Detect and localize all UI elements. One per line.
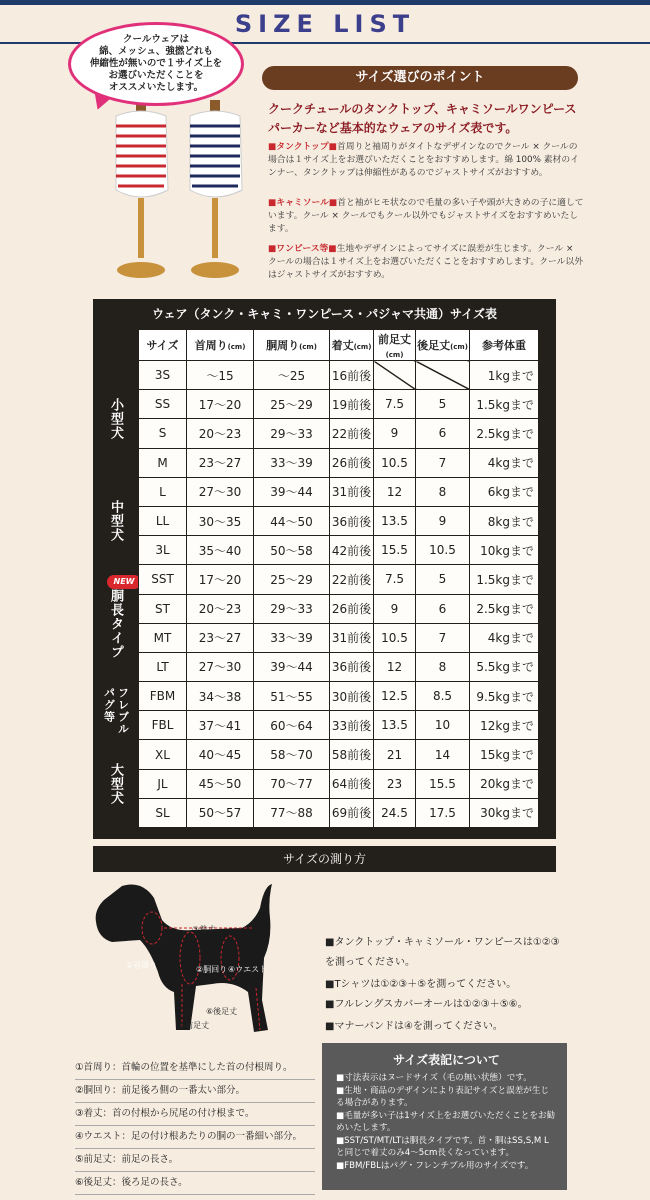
dog-label-neck: ①首周り [126,961,158,970]
table-cell: SST [139,565,187,594]
table-row [139,390,539,419]
table-cell: 6 [416,594,470,623]
unit-label: (cm) [227,343,246,351]
table-row [139,448,539,477]
table-cell: 8kgまで [470,506,539,535]
size-table-body [139,361,539,828]
unit-label: (cm) [299,343,317,351]
table-cell: 22前後 [330,419,374,448]
col-label: 首周り [194,339,228,352]
table-cell: 9 [374,419,416,448]
table-cell: 23～27 [187,448,254,477]
table-cell: SL [139,798,187,827]
table-cell: 5.5kgまで [470,652,539,681]
table-cell: 1.5kgまで [470,390,539,419]
table-cell: L [139,477,187,506]
table-row [139,361,539,390]
table-cell: 58～70 [254,740,330,769]
note-item: ■FBM/FBLはパグ・フレンチブル用のサイズです。 [336,1160,534,1171]
point-label: ■キャミソール■ [268,198,338,208]
table-cell: 25～29 [254,565,330,594]
instruction-1b: を測ってください。 [325,957,415,968]
page-title: SIZE LIST [0,10,650,38]
col-size: サイズ [139,330,187,361]
definitions-list [75,1058,315,1196]
table-cell: 9 [374,594,416,623]
note-item: ■毛量が多い子は1サイズ上をお選びいただくことをお勧めいたします。 [336,1110,556,1133]
table-cell: 50～58 [254,536,330,565]
table-cell: 30kgまで [470,798,539,827]
table-cell: 42前後 [330,536,374,565]
table-cell: 2.5kgまで [470,419,539,448]
group-long: 胴長タイプ [108,588,123,659]
table-cell: 10kgまで [470,536,539,565]
definition-item: ③着丈：首の付根から尻尾の付け根まで。 [75,1104,315,1126]
table-cell: 12kgまで [470,711,539,740]
table-cell: FBM [139,682,187,711]
table-cell: 10.5 [416,536,470,565]
bubble-text: クールウェアは 綿、メッシュ、強撚どれも 伸縮性が無いので１サイズ上を お選びいただくことを オススメいたします。 [89,34,223,93]
dog-silhouette [96,884,272,1032]
table-cell: 27～30 [187,652,254,681]
table-cell: S [139,419,187,448]
table-cell: 13.5 [374,506,416,535]
mannequin-left [116,100,168,278]
table-cell: 12 [374,652,416,681]
table-cell: 29～33 [254,594,330,623]
table-cell: 9.5kgまで [470,682,539,711]
table-cell: ST [139,594,187,623]
table-cell [374,361,416,390]
table-cell: 39～44 [254,477,330,506]
table-cell: 60～64 [254,711,330,740]
table-cell: 5 [416,565,470,594]
table-cell: 8 [416,652,470,681]
col-label: 胴周り [266,339,300,352]
measure-heading: サイズの測り方 [93,846,556,872]
definition-item: ⑤前足丈：前足の長さ。 [75,1150,315,1172]
unit-label: (cm) [385,350,404,359]
table-cell: 58前後 [330,740,374,769]
table-row [139,769,539,798]
table-cell: 7.5 [374,565,416,594]
table-row [139,565,539,594]
table-cell: 36前後 [330,506,374,535]
top-border [0,0,650,5]
table-cell: 24.5 [374,798,416,827]
size-table-title: ウェア（タンク・キャミ・ワンピース・パジャマ共通）サイズ表 [151,307,497,321]
table-row [139,506,539,535]
size-table-panel [93,299,556,839]
mannequin-right [190,100,242,278]
group-small: 小型犬 [108,397,123,440]
table-row [139,594,539,623]
table-cell: 10.5 [374,623,416,652]
table-cell: 31前後 [330,477,374,506]
table-cell: 20～23 [187,419,254,448]
unit-label: (cm) [450,343,468,351]
dog-label-front-leg: ⑤前足丈 [178,1021,210,1030]
table-cell: 37～41 [187,711,254,740]
table-row [139,740,539,769]
point-label: ■ワンピース等■ [268,244,337,254]
table-cell: 22前後 [330,565,374,594]
table-cell: JL [139,769,187,798]
intro-line-2: パーカーなど基本的なウェアのサイズ表です。 [268,121,518,135]
table-cell: 64前後 [330,769,374,798]
table-cell: ～15 [187,361,254,390]
table-cell: 19前後 [330,390,374,419]
table-cell: 45～50 [187,769,254,798]
table-cell: 51～55 [254,682,330,711]
table-cell: 77～88 [254,798,330,827]
definition-item: ④ウエスト：足の付け根あたりの胴の一番細い部分。 [75,1127,315,1149]
instruction-4: ■マナーバンドは④を測ってください。 [325,1021,503,1032]
definition-item: ①首周り：首輪の位置を基準にした首の付根周り。 [75,1058,315,1080]
table-cell: 20kgまで [470,769,539,798]
point-intro [268,100,588,138]
col-neck [187,330,254,361]
table-cell: 21 [374,740,416,769]
table-cell: 1.5kgまで [470,565,539,594]
table-cell: 29～33 [254,419,330,448]
unit-label: (cm) [353,343,372,351]
table-cell: 1kgまで [470,361,539,390]
size-table [138,329,539,828]
table-row [139,623,539,652]
table-cell: 50～57 [187,798,254,827]
point-heading: サイズ選びのポイント [262,66,578,90]
group-flebull: フレブル パグ等 [102,687,130,735]
table-header-row [139,330,539,361]
table-cell: 10 [416,711,470,740]
intro-line-1: クークチュールのタンクトップ、キャミソールワンピース [268,102,577,116]
table-cell: 3L [139,536,187,565]
table-cell: 33～39 [254,623,330,652]
group-large: 大型犬 [108,763,123,805]
dog-diagram [92,880,302,1045]
table-cell: 26前後 [330,594,374,623]
dog-label-length: ③着丈 [192,925,216,934]
table-cell: 14 [416,740,470,769]
note-item: ■SST/ST/MT/LTは胴長タイプです。首・胴はSS,S,M L と同じで着丈のみ4～5cm長くなっています。 [336,1135,549,1158]
table-cell: 5 [416,390,470,419]
table-cell: 10.5 [374,448,416,477]
mannequin-illustration [108,100,258,285]
table-cell: 9 [416,506,470,535]
table-row [139,711,539,740]
col-front-leg [374,330,416,361]
group-medium: 中型犬 [108,500,123,542]
table-cell: 8.5 [416,682,470,711]
col-weight: 参考体重 [470,330,539,361]
table-cell: 2.5kgまで [470,594,539,623]
col-rear-leg [416,330,470,361]
table-cell: 44～50 [254,506,330,535]
table-cell: 4kgまで [470,448,539,477]
table-cell: 7.5 [374,390,416,419]
table-cell: 30～35 [187,506,254,535]
table-cell: ～25 [254,361,330,390]
size-notes-box [322,1043,567,1190]
table-cell: XL [139,740,187,769]
table-cell: 15kgまで [470,740,539,769]
notes-list [336,1072,557,1172]
col-label: 後足丈 [417,339,451,352]
table-row [139,652,539,681]
point-text: 生地やデザインによってサイズに誤差が生じます。クール × クールの場合は１サイズ上をお選びいただくことをおすすめします。クール以外はジャストサイズがおすすめ。 [268,244,584,280]
table-cell: 17～20 [187,565,254,594]
table-cell: SS [139,390,187,419]
table-cell: 23 [374,769,416,798]
table-cell: 69前後 [330,798,374,827]
point-text: 首と袖がヒモ状なので毛量の多い子や頭が大きめの子に適しています。クール × クールでもクール以外でもジャストサイズをおすすめいたします。 [268,198,584,234]
table-cell: LL [139,506,187,535]
table-cell: 39～44 [254,652,330,681]
note-item: ■生地・商品のデザインにより表記サイズと誤差が生じる場合があります。 [336,1085,550,1108]
col-label: 前足丈 [378,332,411,346]
dog-label-chest: ②胴回り [196,965,228,974]
instruction-1: ■タンクトップ・キャミソール・ワンピースは①②③ [325,937,560,948]
table-cell: 35～40 [187,536,254,565]
col-chest [254,330,330,361]
table-cell: 70～77 [254,769,330,798]
table-cell: 7 [416,448,470,477]
table-cell: 27～30 [187,477,254,506]
table-row [139,798,539,827]
notes-heading: サイズ表記について [393,1053,500,1067]
table-cell [416,361,470,390]
table-cell: 30前後 [330,682,374,711]
table-cell: 36前後 [330,652,374,681]
table-row [139,477,539,506]
point-onepiece [268,243,584,282]
new-badge: NEW [107,575,141,589]
table-cell: 26前後 [330,448,374,477]
table-cell: M [139,448,187,477]
table-cell: 25～29 [254,390,330,419]
instruction-3: ■フルレングスカバーオールは①②③＋⑤⑥。 [325,999,528,1010]
table-cell: 23～27 [187,623,254,652]
table-row [139,536,539,565]
definition-item: ⑥後足丈：後ろ足の長さ。 [75,1173,315,1195]
table-cell: 34～38 [187,682,254,711]
table-cell: 15.5 [416,769,470,798]
table-cell: 15.5 [374,536,416,565]
table-cell: 8 [416,477,470,506]
table-cell: MT [139,623,187,652]
table-cell: 40～45 [187,740,254,769]
table-cell: 6 [416,419,470,448]
table-cell: 12 [374,477,416,506]
point-text: 首周りと袖周りがタイトなデザインなのでクール × クールの場合は１サイズ上をお選びいただくことをおすすめします。綿 100% 素材のインナー、タンクトップは伸縮性があるのでジャストサイズがおすすめ。 [268,142,579,178]
point-tanktop [268,141,584,180]
table-cell: LT [139,652,187,681]
definition-item: ②胴回り：前足後ろ側の一番太い部分。 [75,1081,315,1103]
dog-label-waist: ④ウエスト [228,965,268,974]
table-cell: 7 [416,623,470,652]
table-row [139,419,539,448]
table-cell: 31前後 [330,623,374,652]
col-length [330,330,374,361]
table-cell: 33前後 [330,711,374,740]
table-cell: 4kgまで [470,623,539,652]
table-cell: 17～20 [187,390,254,419]
table-cell: 17.5 [416,798,470,827]
table-cell: 33～39 [254,448,330,477]
table-cell: FBL [139,711,187,740]
point-camisole [268,197,584,236]
note-item: ■寸法表示はヌードサイズ（毛の無い状態）です。 [336,1073,532,1083]
table-cell: 16前後 [330,361,374,390]
table-cell: 3S [139,361,187,390]
col-label: 着丈 [331,339,354,352]
table-cell: 12.5 [374,682,416,711]
dog-label-rear-leg: ⑥後足丈 [206,1007,238,1016]
table-cell: 6kgまで [470,477,539,506]
table-cell: 20～23 [187,594,254,623]
point-label: ■タンクトップ■ [268,142,337,152]
instruction-2: ■Tシャツは①②③＋⑤を測ってください。 [325,979,517,990]
table-row [139,682,539,711]
table-cell: 13.5 [374,711,416,740]
